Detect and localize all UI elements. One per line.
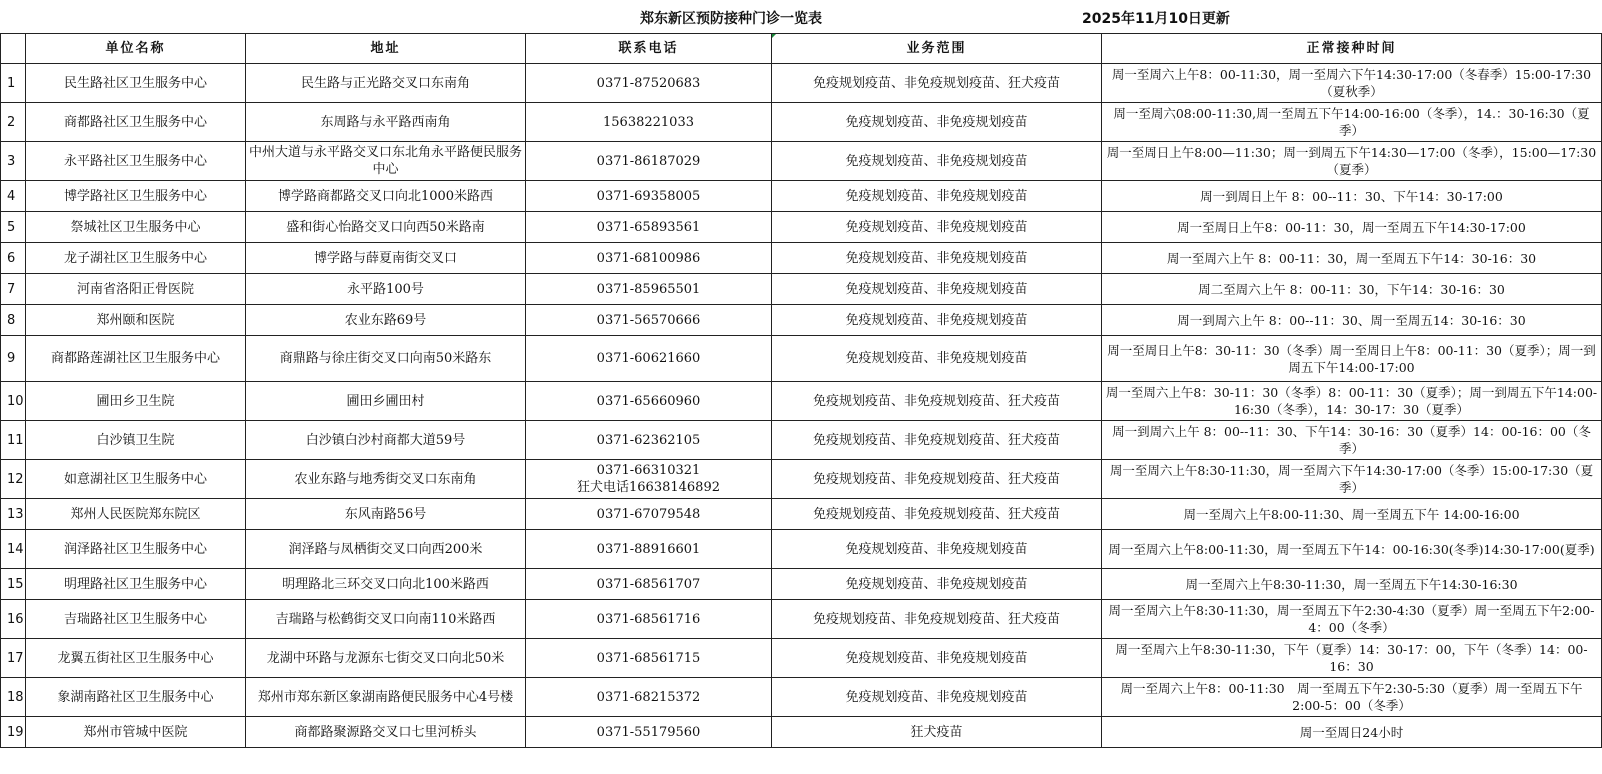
hours-cell[interactable]: 周一至周六上午8:30-11:30，下午（夏季）14：30-17：00，下午（冬季）14：00-16：30: [1102, 639, 1602, 678]
row-number[interactable]: 11: [1, 421, 26, 460]
unit-name-cell[interactable]: 永平路社区卫生服务中心: [26, 142, 246, 181]
scope-cell[interactable]: 免疫规划疫苗、非免疫规划疫苗: [772, 142, 1102, 181]
header-index[interactable]: [1, 34, 26, 64]
scope-cell[interactable]: 免疫规划疫苗、非免疫规划疫苗: [772, 336, 1102, 382]
row-number[interactable]: 9: [1, 336, 26, 382]
table-row: [1, 305, 1602, 336]
scope-cell[interactable]: 免疫规划疫苗、非免疫规划疫苗、狂犬疫苗: [772, 499, 1102, 530]
header-row: [1, 34, 1602, 64]
hours-cell[interactable]: 周一到周六上午 8：00--11：30、周一至周五14：30-16：30: [1102, 305, 1602, 336]
hours-cell[interactable]: 周一到周六上午 8：00--11：30、下午14：30-16：30（夏季）14：00-16：00（冬季）: [1102, 421, 1602, 460]
unit-name-cell[interactable]: 明理路社区卫生服务中心: [26, 569, 246, 600]
row-number[interactable]: 18: [1, 678, 26, 717]
unit-name-cell[interactable]: 白沙镇卫生院: [26, 421, 246, 460]
phone-cell[interactable]: 0371-86187029: [526, 142, 772, 181]
header-hours[interactable]: 正常接种时间: [1102, 34, 1602, 64]
unit-name-cell[interactable]: 如意湖社区卫生服务中心: [26, 460, 246, 499]
row-number[interactable]: 10: [1, 382, 26, 421]
row-number[interactable]: 14: [1, 530, 26, 569]
row-number[interactable]: 8: [1, 305, 26, 336]
unit-name-cell[interactable]: 民生路社区卫生服务中心: [26, 64, 246, 103]
address-cell[interactable]: 润泽路与凤栖街交叉口向西200米: [246, 530, 526, 569]
phone-cell[interactable]: 0371-68561715: [526, 639, 772, 678]
phone-rabies: 狂犬电话16638146892: [577, 480, 720, 495]
hours-cell[interactable]: 周一至周日上午8：00-11：30，周一至周五下午14:30-17:00: [1102, 212, 1602, 243]
row-number[interactable]: 12: [1, 460, 26, 499]
hours-cell[interactable]: 周一至周日上午8：30-11：30（冬季）周一至周日上午8：00-11：30（夏季）；周一到周五下午14:00-17:00: [1102, 336, 1602, 382]
phone-cell[interactable]: 0371-67079548: [526, 499, 772, 530]
scope-cell[interactable]: 免疫规划疫苗、非免疫规划疫苗: [772, 103, 1102, 142]
row-number[interactable]: 3: [1, 142, 26, 181]
table-row: [1, 243, 1602, 274]
address-cell[interactable]: 民生路与正光路交叉口东南角: [246, 64, 526, 103]
table-row: [1, 600, 1602, 639]
unit-name-cell[interactable]: 润泽路社区卫生服务中心: [26, 530, 246, 569]
unit-name-cell[interactable]: 祭城社区卫生服务中心: [26, 212, 246, 243]
row-number[interactable]: 6: [1, 243, 26, 274]
address-cell[interactable]: 东风南路56号: [246, 499, 526, 530]
phone-cell[interactable]: 0371-88916601: [526, 530, 772, 569]
unit-name-cell[interactable]: 象湖南路社区卫生服务中心: [26, 678, 246, 717]
row-number[interactable]: 7: [1, 274, 26, 305]
title-row: [0, 0, 1602, 33]
address-cell[interactable]: 圃田乡圃田村: [246, 382, 526, 421]
phone-cell[interactable]: 15638221033: [526, 103, 772, 142]
unit-name-cell[interactable]: 郑州市管城中医院: [26, 717, 246, 748]
scope-cell[interactable]: 免疫规划疫苗、非免疫规划疫苗: [772, 243, 1102, 274]
table-row: [1, 717, 1602, 748]
unit-name-cell[interactable]: 河南省洛阳正骨医院: [26, 274, 246, 305]
row-number[interactable]: 15: [1, 569, 26, 600]
phone-cell[interactable]: 0371-87520683: [526, 64, 772, 103]
scope-cell[interactable]: 免疫规划疫苗、非免疫规划疫苗、狂犬疫苗: [772, 600, 1102, 639]
unit-name-cell[interactable]: 郑州人民医院郑东院区: [26, 499, 246, 530]
row-number[interactable]: 2: [1, 103, 26, 142]
unit-name-cell[interactable]: 商都路社区卫生服务中心: [26, 103, 246, 142]
scope-cell[interactable]: 免疫规划疫苗、非免疫规划疫苗、狂犬疫苗: [772, 460, 1102, 499]
scope-cell[interactable]: 免疫规划疫苗、非免疫规划疫苗: [772, 212, 1102, 243]
phone-cell[interactable]: 0371-55179560: [526, 717, 772, 748]
address-cell[interactable]: 郑州市郑东新区象湖南路便民服务中心4号楼: [246, 678, 526, 717]
row-number[interactable]: 5: [1, 212, 26, 243]
address-cell[interactable]: 中州大道与永平路交叉口东北角永平路便民服务中心: [246, 142, 526, 181]
hours-cell[interactable]: 周一至周六上午8:30-11:30，周一至周五下午14:30-16:30: [1102, 569, 1602, 600]
phone-primary: 0371-66310321: [596, 463, 701, 478]
row-number[interactable]: 4: [1, 181, 26, 212]
row-number[interactable]: 16: [1, 600, 26, 639]
header-address[interactable]: 地址: [246, 34, 526, 64]
row-number[interactable]: 13: [1, 499, 26, 530]
hours-cell[interactable]: 周一至周日24小时: [1102, 717, 1602, 748]
table-row: [1, 336, 1602, 382]
phone-cell[interactable]: 0371-68561707: [526, 569, 772, 600]
address-cell[interactable]: 农业东路与地秀街交叉口东南角: [246, 460, 526, 499]
clinic-table: [0, 33, 1602, 748]
unit-name-cell[interactable]: 郑州颐和医院: [26, 305, 246, 336]
address-cell[interactable]: 农业东路69号: [246, 305, 526, 336]
phone-cell[interactable]: 0371-68561716: [526, 600, 772, 639]
scope-cell[interactable]: 免疫规划疫苗、非免疫规划疫苗、狂犬疫苗: [772, 421, 1102, 460]
table-row: [1, 212, 1602, 243]
unit-name-cell[interactable]: 龙子湖社区卫生服务中心: [26, 243, 246, 274]
row-number[interactable]: 1: [1, 64, 26, 103]
phone-cell[interactable]: 0371-68100986: [526, 243, 772, 274]
scope-cell[interactable]: 免疫规划疫苗、非免疫规划疫苗: [772, 530, 1102, 569]
hours-cell[interactable]: 周一至周六上午8:30-11:30，周一至周六下午14:30-17:00（冬季）15:00-17:30（夏季）: [1102, 460, 1602, 499]
unit-name-cell[interactable]: 商都路莲湖社区卫生服务中心: [26, 336, 246, 382]
table-body: [1, 64, 1602, 748]
scope-cell[interactable]: 免疫规划疫苗、非免疫规划疫苗: [772, 569, 1102, 600]
address-cell[interactable]: 永平路100号: [246, 274, 526, 305]
table-row: [1, 530, 1602, 569]
address-cell[interactable]: 博学路商都路交叉口向北1000米路西: [246, 181, 526, 212]
phone-cell[interactable]: 0371-60621660: [526, 336, 772, 382]
address-cell[interactable]: 白沙镇白沙村商都大道59号: [246, 421, 526, 460]
scope-cell[interactable]: 免疫规划疫苗、非免疫规划疫苗: [772, 274, 1102, 305]
scope-cell[interactable]: 免疫规划疫苗、非免疫规划疫苗: [772, 678, 1102, 717]
address-cell[interactable]: 明理路北三环交叉口向北100米路西: [246, 569, 526, 600]
sheet-title: 郑东新区预防接种门诊一览表: [640, 11, 822, 27]
header-unit-name[interactable]: 单位名称: [26, 34, 246, 64]
address-cell[interactable]: 东周路与永平路西南角: [246, 103, 526, 142]
table-row: [1, 142, 1602, 181]
hours-cell[interactable]: 周一至周六上午 8：00-11：30，周一至周五下午14：30-16：30: [1102, 243, 1602, 274]
scope-cell[interactable]: 狂犬疫苗: [772, 717, 1102, 748]
address-cell[interactable]: 吉瑞路与松鹤街交叉口向南110米路西: [246, 600, 526, 639]
header-scope[interactable]: 业务范围: [772, 34, 1102, 64]
table-row: [1, 382, 1602, 421]
hours-cell[interactable]: 周一至周六上午8：00-11:30 周一至周五下午2:30-5:30（夏季）周一至周五下午2:00-5：00（冬季）: [1102, 678, 1602, 717]
hours-cell[interactable]: 周一至周六上午8:00-11:30、周一至周五下午 14:00-16:00: [1102, 499, 1602, 530]
hours-cell[interactable]: 周一至周日上午8:00—11:30；周一到周五下午14:30—17:00（冬季），15:00—17:30（夏季）: [1102, 142, 1602, 181]
address-cell[interactable]: 龙湖中环路与龙源东七街交叉口向北50米: [246, 639, 526, 678]
phone-cell[interactable]: 0371-85965501: [526, 274, 772, 305]
phone-cell[interactable]: 0371-65893561: [526, 212, 772, 243]
table-row: [1, 421, 1602, 460]
hours-cell[interactable]: 周一至周六上午8:30-11:30，周一至周五下午2:30-4:30（夏季）周一至周五下午2:00-4：00（冬季）: [1102, 600, 1602, 639]
address-cell[interactable]: 商鼎路与徐庄街交叉口向南50米路东: [246, 336, 526, 382]
row-number[interactable]: 17: [1, 639, 26, 678]
phone-cell[interactable]: 0371-65660960: [526, 382, 772, 421]
table-row: [1, 678, 1602, 717]
table-row: [1, 499, 1602, 530]
hours-cell[interactable]: 周一到周日上午 8：00--11：30、下午14：30-17:00: [1102, 181, 1602, 212]
table-row: [1, 460, 1602, 499]
unit-name-cell[interactable]: 龙翼五街社区卫生服务中心: [26, 639, 246, 678]
phone-cell[interactable]: [526, 460, 772, 499]
table-row: [1, 103, 1602, 142]
address-cell[interactable]: 商都路聚源路交叉口七里河桥头: [246, 717, 526, 748]
update-date: 2025年11月10日更新: [1082, 11, 1230, 27]
table-row: [1, 64, 1602, 103]
hours-cell[interactable]: 周一至周六上午8：30-11：30（冬季）8：00-11：30（夏季）；周一到周五下午14:00-16:30（冬季），14：30-17：30（夏季）: [1102, 382, 1602, 421]
header-phone[interactable]: 联系电话: [526, 34, 772, 64]
phone-cell[interactable]: 0371-69358005: [526, 181, 772, 212]
table-row: [1, 181, 1602, 212]
unit-name-cell[interactable]: 圃田乡卫生院: [26, 382, 246, 421]
phone-cell[interactable]: 0371-56570666: [526, 305, 772, 336]
row-number[interactable]: 19: [1, 717, 26, 748]
phone-cell[interactable]: 0371-68215372: [526, 678, 772, 717]
scope-cell[interactable]: 免疫规划疫苗、非免疫规划疫苗: [772, 305, 1102, 336]
scope-cell[interactable]: 免疫规划疫苗、非免疫规划疫苗: [772, 639, 1102, 678]
unit-name-cell[interactable]: 吉瑞路社区卫生服务中心: [26, 600, 246, 639]
hours-cell[interactable]: 周二至周六上午 8：00-11：30，下午14：30-16：30: [1102, 274, 1602, 305]
table-row: [1, 569, 1602, 600]
table-row: [1, 274, 1602, 305]
unit-name-cell[interactable]: 博学路社区卫生服务中心: [26, 181, 246, 212]
hours-cell[interactable]: 周一至周六上午8：00-11:30，周一至周六下午14:30-17:00（冬春季）15:00-17:30（夏秋季）: [1102, 64, 1602, 103]
address-cell[interactable]: 博学路与薛夏南街交叉口: [246, 243, 526, 274]
scope-cell[interactable]: 免疫规划疫苗、非免疫规划疫苗、狂犬疫苗: [772, 382, 1102, 421]
table-row: [1, 639, 1602, 678]
phone-cell[interactable]: 0371-62362105: [526, 421, 772, 460]
scope-cell[interactable]: 免疫规划疫苗、非免疫规划疫苗: [772, 181, 1102, 212]
address-cell[interactable]: 盛和街心怡路交叉口向西50米路南: [246, 212, 526, 243]
hours-cell[interactable]: 周一至周六上午8:00-11:30，周一至周五下午14：00-16:30(冬季)14:30-17:00(夏季): [1102, 530, 1602, 569]
scope-cell[interactable]: 免疫规划疫苗、非免疫规划疫苗、狂犬疫苗: [772, 64, 1102, 103]
hours-cell[interactable]: 周一至周六08:00-11:30,周一至周五下午14:00-16:00（冬季），14.：30-16:30（夏季）: [1102, 103, 1602, 142]
